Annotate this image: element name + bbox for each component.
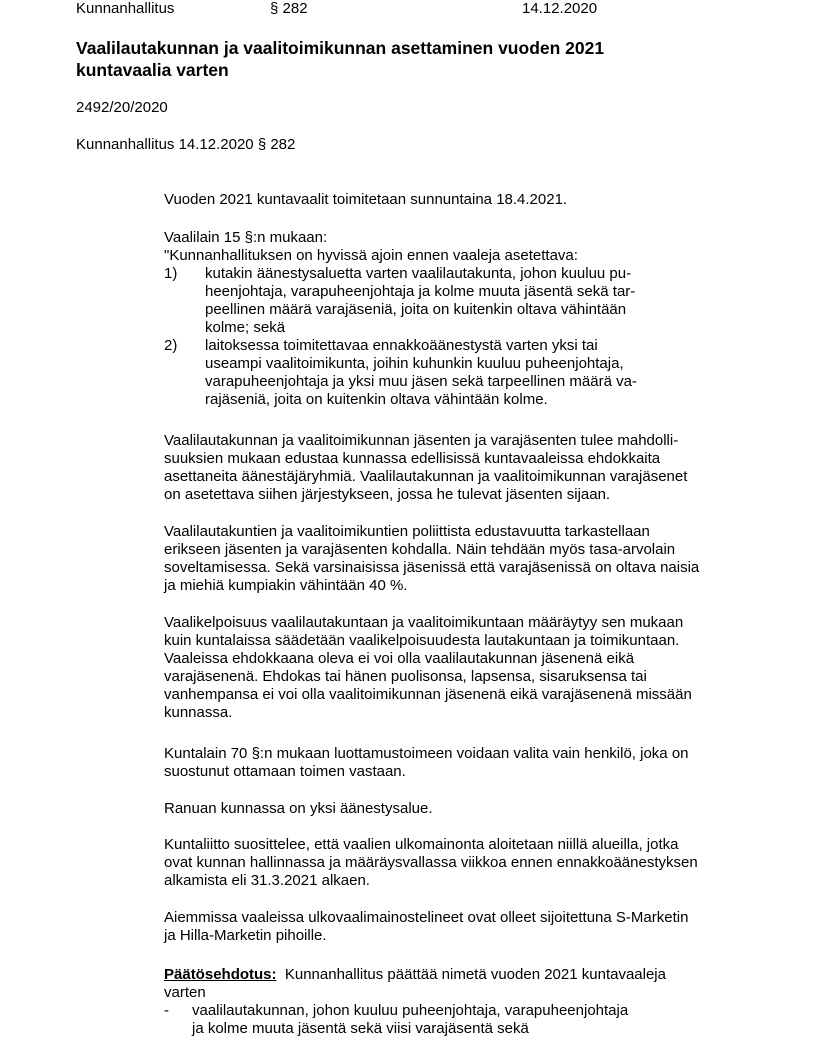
text-line: Vaalilain 15 §:n mukaan: (164, 229, 328, 246)
text-line: kolme; sekä (205, 319, 286, 336)
header-date: 14.12.2020 (522, 0, 598, 17)
paragraph (164, 745, 689, 781)
text-line: rajäseniä, joita on kuitenkin oltava vähintään kolme. (205, 391, 548, 408)
text-line: on asetettava siihen järjestykseen, jossa he tulevat jäsenten sijaan. (164, 486, 611, 503)
paragraph (164, 800, 433, 818)
record-number: 2492/20/2020 (76, 99, 168, 116)
text-line: kunnassa. (164, 704, 233, 721)
header-section: § 282 (270, 0, 308, 17)
text-line: Vaalilautakuntien ja vaalitoimikuntien poliittista edustavuutta tarkastellaan (164, 523, 650, 540)
list-item (164, 265, 724, 337)
page-title (76, 37, 604, 81)
proposal-text: Kunnanhallitus päättää nimetä vuoden 2021 kuntavaaleja (284, 966, 666, 983)
meeting-reference: Kunnanhallitus 14.12.2020 § 282 (76, 136, 296, 153)
paragraph (164, 909, 688, 945)
text-line: Vaaleissa ehdokkaana oleva ei voi olla vaalilautakunnan jäsenenä eikä (164, 650, 635, 667)
list-item (164, 337, 724, 409)
text-line: suuksien mukaan edustaa kunnassa edellisissä kuntavaaleissa ehdokkaita (164, 450, 661, 467)
text-line: kutakin äänestysaluetta varten vaalilautakunta, johon kuuluu pu- (205, 265, 632, 282)
text-line: asettaneita äänestäjäryhmiä. Vaalilautakunnan ja vaalitoimikunnan varajäsenet (164, 468, 688, 485)
bullet-dash: - (164, 1002, 169, 1019)
text-line: heenjohtaja, varapuheenjohtaja ja kolme muuta jäsentä sekä tar- (205, 283, 636, 300)
text-line: laitoksessa toimitettavaa ennakkoäänestystä varten yksi tai (205, 337, 598, 354)
text-line: ovat kunnan hallinnassa ja määräysvallassa viikkoa ennen ennakkoäänestyksen (164, 854, 698, 871)
text-line: suostunut ottamaan toimen vastaan. (164, 763, 406, 780)
decision-proposal (164, 966, 724, 1038)
paragraph (164, 836, 698, 890)
text-line: erikseen jäsenten ja varajäsenten kohdalla. Näin tehdään myös tasa-arvolain (164, 541, 676, 558)
list-number: 2) (164, 337, 178, 354)
text-line: "Kunnanhallituksen on hyvissä ajoin ennen vaaleja asetettava: (164, 247, 578, 264)
title-line: Vaalilautakunnan ja vaalitoimikunnan asettaminen vuoden 2021 (76, 38, 605, 58)
text-line: ja kolme muuta jäsentä sekä viisi varajäsentä sekä (192, 1020, 529, 1037)
intro-paragraph (164, 191, 567, 209)
paragraph (164, 432, 687, 504)
text-line: Aiemmissa vaaleissa ulkovaalimainostelineet ovat olleet sijoitettuna S-Marketin (164, 909, 689, 926)
text-line: useampi vaalitoimikunta, joihin kuhunkin kuuluu puheenjohtaja, (205, 355, 624, 372)
text-line: ja Hilla-Marketin pihoille. (164, 927, 327, 944)
law-quote (164, 229, 724, 409)
text-line: varten (164, 984, 206, 1001)
text-line: Vaalilautakunnan ja vaalitoimikunnan jäsenten ja varajäsenten tulee mahdolli- (164, 432, 679, 449)
text-line: ja miehiä kumpiakin vähintään 40 %. (164, 577, 408, 594)
text-line: kuin kuntalaissa säädetään vaalikelpoisuudesta lautakuntaan ja toimikuntaan. (164, 632, 680, 649)
proposal-label: Päätösehdotus: (164, 966, 277, 983)
paragraph (164, 523, 699, 595)
text-line: Kuntaliitto suosittelee, että vaalien ulkomainonta aloitetaan niillä alueilla, jotka (164, 836, 679, 853)
text-line: Vuoden 2021 kuntavaalit toimitetaan sunnuntaina 18.4.2021. (164, 191, 568, 208)
text-line: varajäsenenä. Ehdokas tai hänen puolisonsa, lapsensa, sisaruksensa tai (164, 668, 647, 685)
list-number: 1) (164, 265, 178, 282)
text-line: varapuheenjohtaja ja yksi muu jäsen sekä tarpeellinen määrä va- (205, 373, 637, 390)
text-line: vanhempansa ei voi olla vaalitoimikunnan jäsenenä eikä varajäsenenä missään (164, 686, 692, 703)
text-line: vaalilautakunnan, johon kuuluu puheenjohtaja, varapuheenjohtaja (192, 1002, 629, 1019)
header-body: Kunnanhallitus (76, 0, 175, 17)
text-line: peellinen määrä varajäseniä, joita on kuitenkin oltava vähintään (205, 301, 627, 318)
text-line: Kuntalain 70 §:n mukaan luottamustoimeen voidaan valita vain henkilö, joka on (164, 745, 689, 762)
paragraph (164, 614, 692, 722)
text-line: Vaalikelpoisuus vaalilautakuntaan ja vaalitoimikuntaan määräytyy sen mukaan (164, 614, 684, 631)
text-line: alkamista eli 31.3.2021 alkaen. (164, 872, 370, 889)
text-line: Ranuan kunnassa on yksi äänestysalue. (164, 800, 433, 817)
text-line: soveltamisessa. Sekä varsinaisissa jäsenissä että varajäsenissä on oltava naisia (164, 559, 700, 576)
title-line: kuntavaalia varten (76, 60, 229, 80)
list-item (164, 1002, 724, 1038)
